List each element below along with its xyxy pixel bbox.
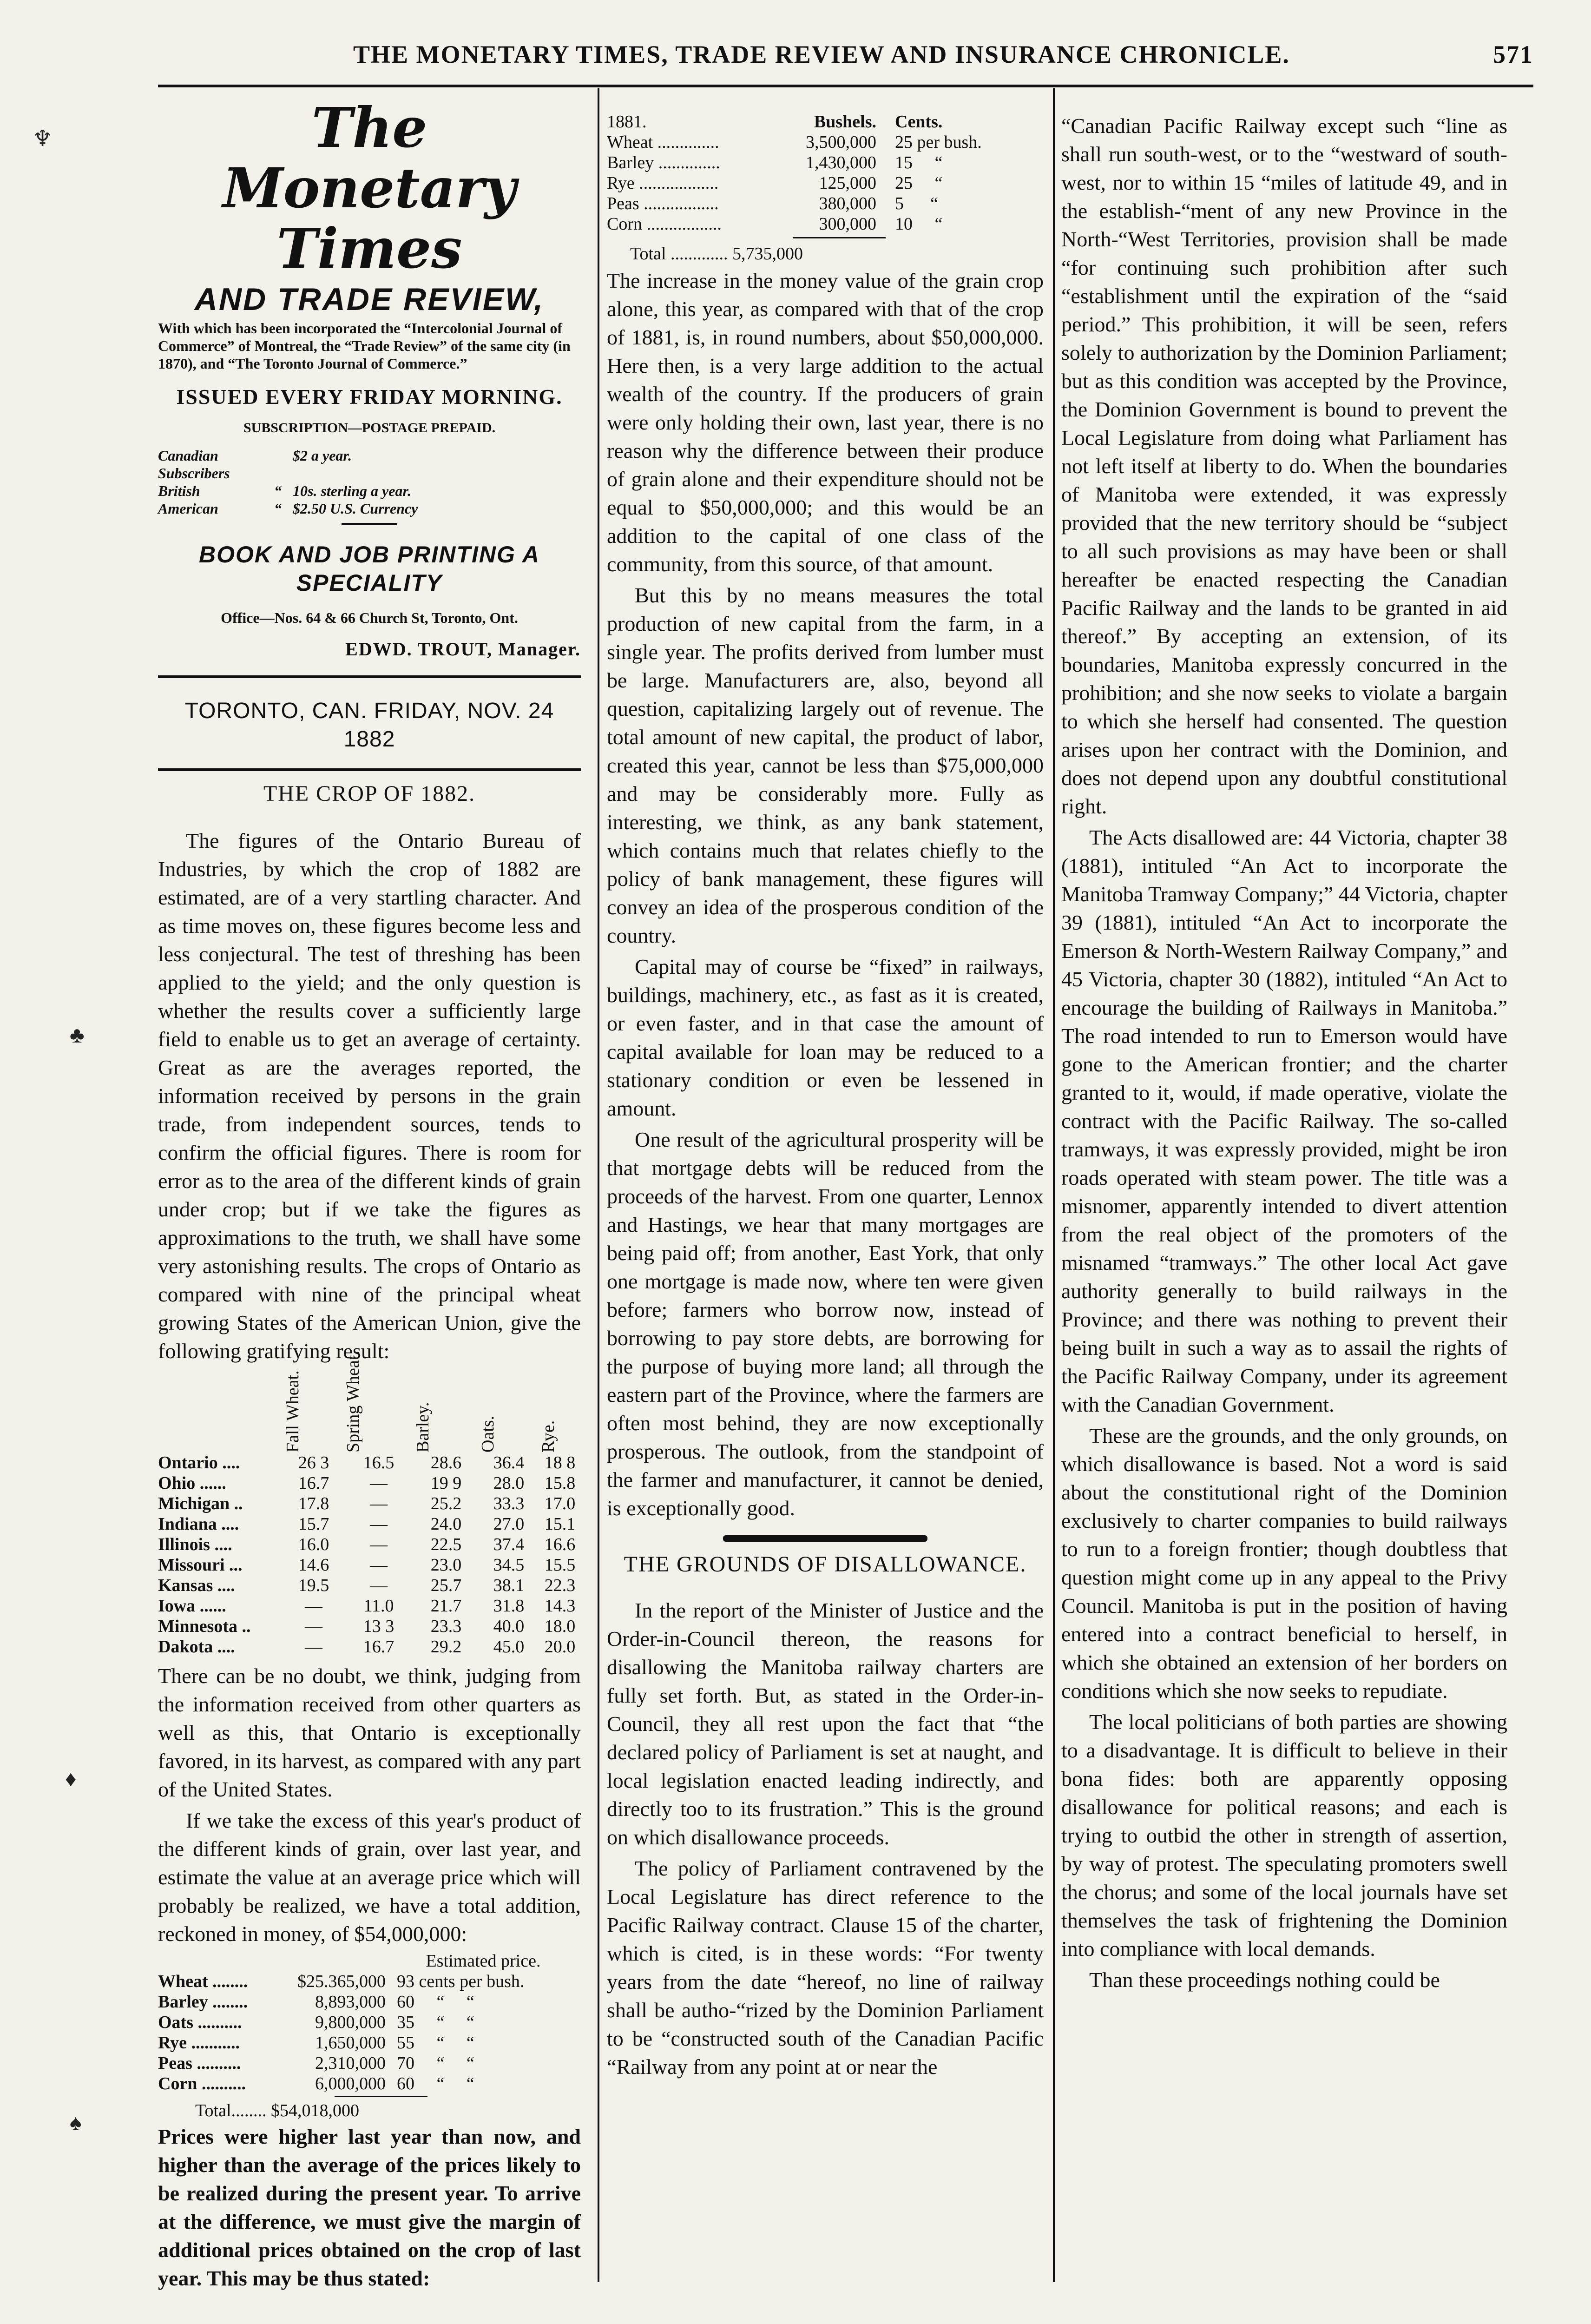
yield-cell: 20.0 (544, 1637, 576, 1657)
grain-amount: 1,650,000 (315, 2033, 386, 2053)
grain-name: Rye ........... (158, 2033, 240, 2053)
grain-name: Peas .......... (158, 2053, 241, 2073)
yield-cell: 16.6 (544, 1535, 576, 1554)
grain-price: 70 “ “ (397, 2053, 474, 2073)
yield-cell: 21.7 (430, 1596, 462, 1616)
paragraph: The Acts disallowed are: 44 Victoria, chapter 38 (1881), intituled “An Act to incorporate the Manitoba Tramway Company;” 44 Victoria, chapter 39 (1881), intituled “An Act to incorporate the Emerson & North-Western Railway Company,” and 45 Victoria, chapter 30 (1882), intituled “An Act to encourage the building of Railways in Manitoba.” The road intended to run to Emerson would have gone to the American frontier; and the charter granted to it, would, if made operative, violate the contract with the Pacific Railway. The so-called tramways, it was expressly provided, might be iron roads operated with steam power. The title was a misnomer, apparently intended to divert attention from the real object of the promoters of the misnamed “tramways.” The other local Act gave authority generally to build railways in the Province; and there was nothing to prevent their being built in such a way as to assail the rights of the Pacific Railway Company, under its agreement with the Canadian Government. (1061, 825, 1507, 1416)
yield-cell: — (370, 1555, 388, 1575)
running-title: THE MONETARY TIMES, TRADE REVIEW AND INSURANCE CHRONICLE. (353, 40, 1290, 68)
paragraph: “Canadian Pacific Railway except such “line as shall run south-west, or to the “westward of south-west, nor to within 15 “miles of latitude 49, and in the establish-“ment of any new Province in the North-“West Territories, provision shall be made “for continuing such prohibition after such “establishment until the expiration of the “said period.” This prohibition, it will be seen, refers solely to authorization by the Dominion Parliament; but as this condition was accepted by the Province, the Dominion Government is bound to prevent the Local Legislature from doing what Parliament has not left itself at liberty to do. When the boundaries of Manitoba were extended, it was expressly provided that the new territory should be “subject to all such provisions as may have been or shall hereafter be enacted respecting the Canadian Pacific Railway and the lands to be granted in aid thereof.” By accepting an extension, of its boundaries, Manitoba expressly concurred in the prohibition; and she now seeks to violate a bargain to which she herself had consented. The question arises upon her contract with the Dominion, and does not depend upon any doubtful constitutional right. (1061, 114, 1507, 818)
table-row (158, 1452, 581, 1473)
yield-table (158, 1351, 581, 1657)
margin-mark: ♠ (70, 2111, 82, 2135)
yield-cell: 18 8 (544, 1453, 576, 1472)
rate-ditto (274, 447, 293, 482)
dateline: TORONTO, CAN. FRIDAY, NOV. 24 1882 (184, 699, 554, 752)
yield-cell: — (305, 1617, 322, 1636)
yield-cell: 29.2 (430, 1637, 462, 1657)
table-row (607, 193, 1044, 214)
paragraph: Capital may of course be “fixed” in railways, buildings, machinery, etc., as fast as it is created, or even faster, and in that case the amount of capital available for loan may be reduced to a stationary condition or even be lessened in amount. (607, 955, 1044, 1120)
table-row (158, 1992, 581, 2012)
yield-cell: 22.3 (544, 1576, 576, 1595)
total-1881: Total ............. 5,735,000 (630, 244, 803, 264)
divider (158, 675, 581, 678)
state-name: Michigan .. (158, 1494, 243, 1513)
yield-cell: 18.0 (544, 1617, 576, 1636)
total-rule (793, 237, 886, 238)
yield-cell: 15.5 (544, 1555, 576, 1575)
table-row (607, 132, 1044, 152)
yield-cell: 15.7 (298, 1514, 329, 1534)
col-header: Oats. (478, 1415, 498, 1452)
yield-cell: 27.0 (493, 1514, 525, 1534)
total-rule (335, 2096, 427, 2097)
yield-cell: 23.3 (430, 1617, 462, 1636)
cents-header: Cents. (895, 112, 943, 132)
state-name: Ohio ...... (158, 1473, 226, 1493)
paragraph: If we take the excess of this year's product of the different kinds of grain, over last year, and estimate the value at an average price which will probably be realized, we have a total addition, reckoned in money, of $54,000,000: (158, 1809, 581, 1946)
paragraph: There can be no doubt, we think, judging from the information received from other quarters as well as this, that Ontario is exceptionally favored, in its harvest, as compared with any part of the United States. (158, 1664, 581, 1801)
price-total: Total........ $54,018,000 (195, 2101, 360, 2120)
state-name: Iowa ...... (158, 1596, 226, 1616)
grain-name: Wheat .............. (607, 132, 719, 152)
yield-cell: 17.8 (298, 1494, 329, 1513)
grain-price: 60 “ “ (397, 1992, 474, 2012)
table-row (158, 1555, 581, 1575)
yield-cell: 36.4 (493, 1453, 525, 1472)
rate-price: $2 a year. (293, 447, 352, 464)
table-row (158, 1575, 581, 1596)
state-name: Dakota .... (158, 1637, 235, 1657)
state-name: Ontario .... (158, 1453, 240, 1472)
state-name: Indiana .... (158, 1514, 239, 1534)
rate-who: Canadian Subscribers (158, 447, 230, 482)
table-row (158, 1493, 581, 1514)
grain-cents: 25 per bush. (895, 132, 982, 152)
yield-cell: 19.5 (298, 1576, 329, 1595)
grain-amount: 8,893,000 (315, 1992, 386, 2012)
yield-cell: 16.7 (363, 1637, 394, 1657)
table-year: 1881. (607, 112, 647, 132)
grain-bushels: 300,000 (819, 214, 876, 234)
table-row (158, 1473, 581, 1493)
rate-ditto: “ (274, 482, 282, 499)
grain-cents: 25 “ (895, 173, 943, 193)
subscription-heading: SUBSCRIPTION—POSTAGE PREPAID. (243, 420, 496, 436)
yield-cell: 45.0 (493, 1637, 525, 1657)
state-name: Illinois .... (158, 1535, 232, 1554)
yield-cell: 15.8 (544, 1473, 576, 1493)
printing-notice: BOOK AND JOB PRINTING A SPECIALITY (199, 541, 540, 596)
paragraph: These are the grounds, and the only grounds, on which disallowance is based. Not a word is said about the constitutional right of the Dominion exclusively to charter companies to build railways to run to a foreign frontier; though doubtless that question might come up in any appeal to the Privy Council. Manitoba is put in the position of having entered into a contract beneficial to herself, in which she obtained an extension of her borders on conditions which she now seeks to repudiate. (1061, 1424, 1507, 1703)
office-address: Office—Nos. 64 & 66 Church St, Toronto, Ont. (221, 609, 518, 626)
grain-name: Barley ........ (158, 1992, 248, 2012)
paragraph: Prices were higher last year than now, and higher than the average of the prices likely to be realized during the present year. To arrive at the difference, we must give the margin of additional prices obtained on the crop of last year. This may be thus stated: (158, 2125, 581, 2290)
paragraph: But this by no means measures the total production of new capital from the farm, in a single year. The profits derived from lumber must be large. Manufacturers are, also, beyond all question, capitalizing largely out of revenue. The total amount of new capital, the product of labor, created this year, cannot be less than $75,000,000 and may be considerably more. Fully as interesting, we think, as any bank statement, which contains much that relates chiefly to the policy of bank management, these figures will convey an idea of the prosperous condition of the country. (607, 583, 1044, 947)
section-rule (723, 1535, 927, 1542)
grain-bushels: 125,000 (819, 173, 876, 193)
yield-cell: 17.0 (544, 1494, 576, 1513)
yield-cell: 33.3 (493, 1494, 525, 1513)
table-row (158, 2033, 581, 2053)
yield-cell: 14.3 (544, 1596, 576, 1616)
column-1 (158, 95, 581, 2295)
yield-cell: — (370, 1514, 388, 1534)
yield-cell: 13 3 (363, 1617, 394, 1636)
rate-who: American (158, 500, 218, 517)
paragraph: The local politicians of both parties are showing to a disadvantage. It is difficult to believe in their bona fides: both are apparently opposing disallowance for political reasons; and each is trying to outbid the other in strength of assertion, by way of protest. The speculating promoters swell the chorus; and some of the local journals have set themselves the task of frightening the Dominion into compliance with local demands. (1061, 1710, 1507, 1961)
divider (158, 768, 581, 771)
price-header: Estimated price. (426, 1951, 541, 1971)
grain-cents: 15 “ (895, 153, 943, 172)
disallowance-article-title: THE GROUNDS OF DISALLOWANCE. (624, 1552, 1027, 1577)
crop-1881-table (607, 112, 1044, 234)
margin-mark: ♦ (65, 1767, 77, 1791)
manager-name: EDWD. TROUT, Manager. (345, 639, 581, 660)
grain-cents: 10 “ (895, 214, 943, 234)
yield-cell: 38.1 (493, 1576, 525, 1595)
yield-cell: 14.6 (298, 1555, 329, 1575)
grain-price: 93 cents per bush. (397, 1972, 525, 1991)
grain-name: Rye .................. (607, 173, 719, 193)
masthead-title: The Monetary Times (223, 95, 516, 281)
header-rule (158, 85, 1533, 87)
yield-cell: 11.0 (363, 1596, 394, 1616)
table-row (158, 2073, 581, 2094)
grain-price: 55 “ “ (397, 2033, 474, 2053)
grain-bushels: 380,000 (819, 194, 876, 213)
table-row (158, 2012, 581, 2033)
grain-amount: 2,310,000 (315, 2053, 386, 2073)
yield-cell: 28.6 (430, 1453, 462, 1472)
grain-price: 35 “ “ (397, 2013, 474, 2032)
yield-cell: — (370, 1473, 388, 1493)
yield-cell: 15.1 (544, 1514, 576, 1534)
paragraph: The policy of Parliament contravened by the Local Legislature has direct reference to the Pacific Railway contract. Clause 15 of the charter, which is cited, is in these words: “For twenty years from the date “hereof, no line of railway shall be autho-“rized by the Dominion Parliament to be “constructed south of the Canadian Pacific “Railway from any point at or near the (607, 1856, 1044, 2079)
yield-cell: 16.7 (298, 1473, 329, 1493)
state-name: Minnesota .. (158, 1617, 251, 1636)
grain-name: Corn ................. (607, 214, 722, 234)
yield-cell: 34.5 (493, 1555, 525, 1575)
paragraph: The figures of the Ontario Bureau of Industries, by which the crop of 1882 are estimated, are of a very startling character. And as time moves on, these figures become less and less conjectural. The test of threshing has been applied to the yield; and the only question is whether the results cover a sufficiently large field to enable us to get an average of certainty. Great as are the averages reported, the information received by persons in the grain trade, from independent sources, tends to confirm the official figures. There is room for error as to the area of the different kinds of grain under crop; but if we take the figures as approximations to the truth, we shall have some very astonishing results. The crops of Ontario as compared with nine of the principal wheat growing States of the American Union, give the following gratifying result: (158, 829, 581, 1363)
rate-row (158, 500, 581, 517)
table-row (607, 152, 1044, 173)
rate-ditto: “ (274, 500, 282, 517)
incorporation-note: With which has been incorporated the “Intercolonial Journal of Commerce” of Montreal, the “Trade Review” of the same city (in 1870), and “The Toronto Journal of Commerce.” (158, 320, 571, 372)
page-number: 571 (1493, 40, 1533, 68)
yield-cell: — (370, 1576, 388, 1595)
grain-name: Wheat ........ (158, 1972, 248, 1991)
rate-price: 10s. sterling a year. (293, 482, 412, 499)
yield-cell: 24.0 (430, 1514, 462, 1534)
margin-mark: ♆ (33, 126, 53, 151)
grain-name: Barley .............. (607, 153, 720, 172)
state-name: Missouri ... (158, 1555, 243, 1575)
yield-cell: — (305, 1596, 322, 1616)
grain-bushels: 1,430,000 (806, 153, 876, 172)
yield-cell: 25.2 (430, 1494, 462, 1513)
issue-frequency: ISSUED EVERY FRIDAY MORNING. (176, 385, 563, 409)
yield-cell: 26 3 (298, 1453, 329, 1472)
paragraph: Than these proceedings nothing could be (1089, 1968, 1440, 1992)
col-header: Spring Wheat. (343, 1351, 363, 1452)
margin-mark: ♣ (70, 1023, 85, 1048)
yield-cell: 40.0 (493, 1617, 525, 1636)
col-header: Fall Wheat. (283, 1370, 302, 1452)
rate-who: British (158, 482, 200, 499)
col-header: Rye. (539, 1420, 558, 1452)
yield-cell: 31.8 (493, 1596, 525, 1616)
state-name: Kansas .... (158, 1576, 235, 1595)
grain-name: Corn .......... (158, 2074, 246, 2093)
table-row (158, 1616, 581, 1637)
yield-cell: — (305, 1637, 322, 1657)
column-2 (607, 112, 1044, 2084)
yield-cell: — (370, 1535, 388, 1554)
masthead-subtitle: AND TRADE REVIEW, (194, 282, 545, 317)
yield-cell: 16.0 (298, 1535, 329, 1554)
table-row (607, 173, 1044, 193)
table-row (158, 1596, 581, 1616)
price-table (158, 1951, 581, 2094)
grain-name: Oats .......... (158, 2013, 242, 2032)
grain-bushels: 3,500,000 (806, 132, 876, 152)
table-row (158, 2053, 581, 2073)
column-divider-2 (1053, 88, 1055, 2282)
table-row (607, 214, 1044, 234)
yield-cell: 25.7 (430, 1576, 462, 1595)
table-row (158, 1514, 581, 1534)
table-row (158, 1534, 581, 1555)
yield-cell: 37.4 (493, 1535, 525, 1554)
table-row (158, 1637, 581, 1657)
column-divider-1 (598, 88, 599, 2282)
col-header: Barley. (413, 1402, 433, 1452)
yield-cell: 23.0 (430, 1555, 462, 1575)
rate-row (158, 482, 581, 500)
rate-row (158, 447, 581, 482)
grain-amount: 9,800,000 (315, 2013, 386, 2032)
paragraph: In the report of the Minister of Justice and the Order-in-Council thereon, the reasons for disallowing the Manitoba railway charters are fully set forth. But, as stated in the Order-in-Council, they all rest upon the fact that “the declared policy of Parliament is set at naught, and local legislation enacted leading indirectly, and directly too to its frustration.” This is the ground on which disallowance proceeds. (607, 1598, 1044, 1849)
divider (342, 523, 397, 525)
yield-cell: — (370, 1494, 388, 1513)
rate-price: $2.50 U.S. Currency (293, 500, 418, 517)
grain-price: 60 “ “ (397, 2074, 474, 2093)
yield-cell: 19 9 (430, 1473, 462, 1493)
table-row (158, 1971, 581, 1992)
yield-cell: 22.5 (430, 1535, 462, 1554)
paragraph: One result of the agricultural prosperity will be that mortgage debts will be reduced from the proceeds of the harvest. From one quarter, Lennox and Hastings, we hear that many mortgages are being paid off; from another, East York, that only one mortgage is made now, where ten were given before; farmers who borrow now, instead of borrowing to pay store debts, are borrowing for the purpose of buying more land; all through the eastern part of the Province, where the farmers are often most behind, they are now exceptionally prosperous. The outlook, from the standpoint of the farmer and manufacturer, it cannot be denied, is exceptionally good. (607, 1128, 1044, 1520)
crop-article-title: THE CROP OF 1882. (263, 781, 476, 806)
bushels-header: Bushels. (814, 112, 876, 132)
grain-amount: 6,000,000 (315, 2074, 386, 2093)
yield-cell: 16.5 (363, 1453, 394, 1472)
grain-cents: 5 “ (895, 194, 938, 213)
column-3 (1061, 112, 1507, 1997)
grain-name: Peas ................. (607, 194, 719, 213)
running-header (158, 40, 1533, 82)
paragraph: The increase in the money value of the grain crop alone, this year, as compared with that of the crop of 1881, is, in round numbers, about $50,000,000. Here then, is a very large addition to the actual wealth of the country. If the producers of grain were only holding their own, last year, there is no reason why the difference between their produce of grain alone and their expenditure should not be equal to $50,000,000; and this would be an addition to the capital of one class of the community, from this source, of that amount. (607, 269, 1044, 576)
grain-amount: $25.365,000 (297, 1972, 386, 1991)
yield-cell: 28.0 (493, 1473, 525, 1493)
